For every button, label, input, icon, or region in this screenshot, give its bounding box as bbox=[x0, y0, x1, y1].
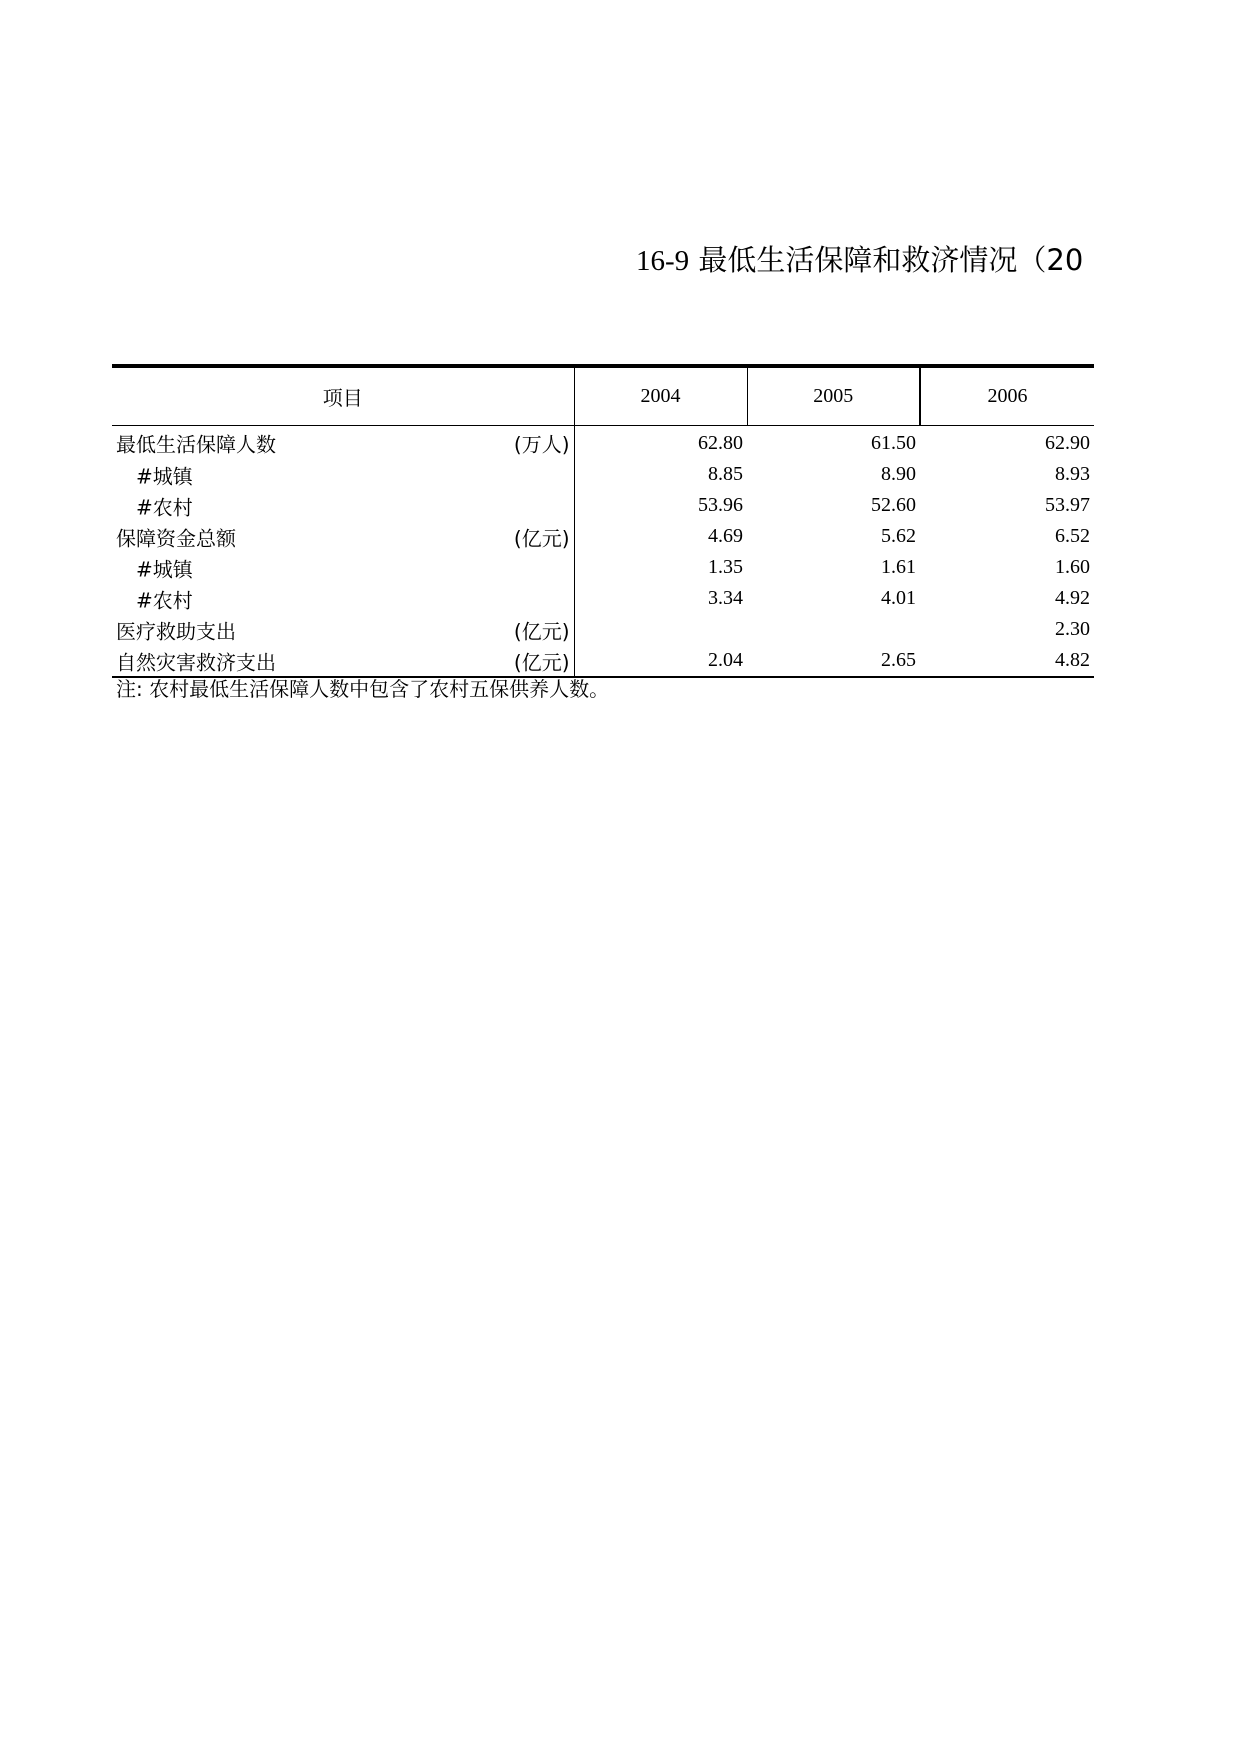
value-cell bbox=[747, 614, 920, 645]
value-cell: 4.69 bbox=[708, 525, 743, 547]
value-cell: 6.52 bbox=[1055, 525, 1090, 547]
row-item-cell bbox=[112, 583, 574, 614]
row-item-cell bbox=[112, 521, 574, 552]
value-cell: 2.30 bbox=[1055, 618, 1090, 640]
value-cell: 8.85 bbox=[708, 463, 743, 485]
row-item-cell bbox=[112, 459, 574, 490]
table-row bbox=[112, 552, 1094, 583]
value-cell: 61.50 bbox=[871, 432, 916, 454]
row-item-cell bbox=[112, 490, 574, 521]
value-cell: 4.92 bbox=[1055, 587, 1090, 609]
page-title bbox=[636, 238, 1083, 282]
value-cell: 62.90 bbox=[1045, 432, 1090, 454]
row-label: #农村 bbox=[136, 588, 193, 612]
row-item-cell bbox=[112, 614, 574, 645]
row-unit: (亿元) bbox=[513, 650, 570, 674]
value-cell: 53.97 bbox=[1045, 494, 1090, 516]
title-number: 16-9 bbox=[636, 245, 690, 277]
value-cell: 52.60 bbox=[871, 494, 916, 516]
table-row bbox=[112, 583, 1094, 614]
row-label: #城镇 bbox=[136, 557, 193, 581]
value-cell: 2.04 bbox=[574, 645, 747, 677]
header-row bbox=[112, 366, 1094, 426]
value-cell: 3.34 bbox=[708, 587, 743, 609]
table-note: 注: 农村最低生活保障人数中包含了农村五保供养人数。 bbox=[116, 677, 610, 701]
value-cell: 1.35 bbox=[708, 556, 743, 578]
value-cell: 4.01 bbox=[881, 587, 916, 609]
row-unit: (亿元) bbox=[513, 619, 570, 643]
value-cell: 1.61 bbox=[881, 556, 916, 578]
value-cell: 8.93 bbox=[1055, 463, 1090, 485]
value-cell: 53.96 bbox=[698, 494, 743, 516]
row-item-cell bbox=[112, 426, 574, 460]
table-row bbox=[112, 521, 1094, 552]
header-year-2004: 2004 bbox=[574, 366, 747, 426]
table-row bbox=[112, 614, 1094, 645]
value-cell: 1.60 bbox=[1055, 556, 1090, 578]
statistics-table bbox=[112, 364, 1094, 678]
table-row bbox=[112, 459, 1094, 490]
row-label: #城镇 bbox=[136, 464, 193, 488]
header-year-2005: 2005 bbox=[747, 366, 920, 426]
value-cell: 8.90 bbox=[881, 463, 916, 485]
row-label: 医疗救助支出 bbox=[116, 619, 236, 643]
value-cell: 2.65 bbox=[747, 645, 920, 677]
row-label: 最低生活保障人数 bbox=[116, 432, 276, 456]
row-unit: (亿元) bbox=[513, 526, 570, 550]
row-item-cell bbox=[112, 552, 574, 583]
row-label: 保障资金总额 bbox=[116, 526, 236, 550]
value-cell: 62.80 bbox=[698, 432, 743, 454]
row-label: 自然灾害救济支出 bbox=[116, 650, 276, 674]
header-item: 项目 bbox=[112, 366, 574, 426]
value-cell bbox=[574, 614, 747, 645]
header-year-2006: 2006 bbox=[920, 366, 1094, 426]
table-row bbox=[112, 490, 1094, 521]
table-row bbox=[112, 426, 1094, 460]
value-cell: 4.82 bbox=[920, 645, 1094, 677]
row-unit: (万人) bbox=[513, 432, 570, 456]
row-label: #农村 bbox=[136, 495, 193, 519]
title-text: 最低生活保障和救济情况（20 bbox=[698, 243, 1084, 277]
value-cell: 5.62 bbox=[881, 525, 916, 547]
title-area bbox=[0, 238, 1094, 282]
